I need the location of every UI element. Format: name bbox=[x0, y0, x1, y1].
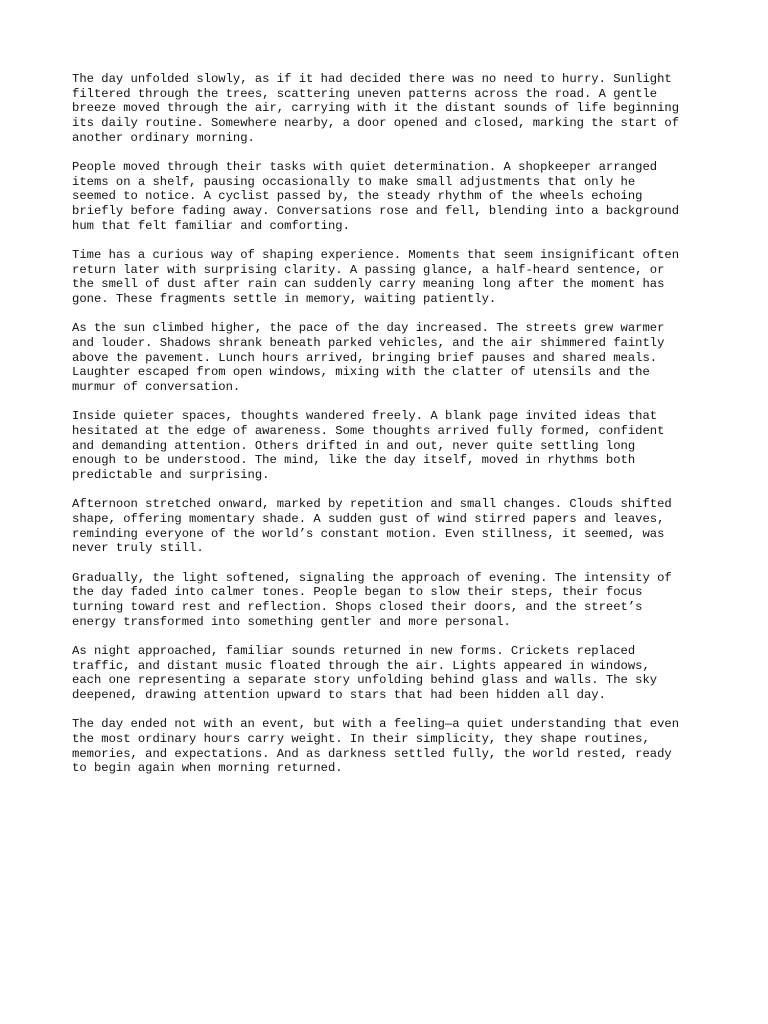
paragraph-2: People moved through their tasks with quiet determination. A shopkeeper arranged items on a shelf, pausing occasionally to make small adjustments that only he seemed to notice. A cyclist passed by, the steady rhythm of the wheels echoing briefly before fading away. Conversations rose and fell, blending into a background hum that felt familiar and comforting. bbox=[72, 160, 680, 233]
document-body bbox=[72, 72, 702, 791]
paragraph-7: Gradually, the light softened, signaling the approach of evening. The intensity of the day faded into calmer tones. People began to slow their steps, their focus turning toward rest and reflection. Shops closed their doors, and the street’s energy transformed into something gentler and more personal. bbox=[72, 570, 672, 629]
paragraph-3: Time has a curious way of shaping experience. Moments that seem insignificant often return later with surprising clarity. A passing glance, a half-heard sentence, or the smell of dust after rain can suddenly carry meaning long after the moment has gone. These fragments settle in memory, waiting patiently. bbox=[72, 248, 680, 307]
paragraph-1: The day unfolded slowly, as if it had decided there was no need to hurry. Sunlight filtered through the trees, scattering uneven patterns across the road. A gentle breeze moved through the air, carrying with it the distant sounds of life beginning its daily routine. Somewhere nearby, a door opened and closed, marking the start of another ordinary morning. bbox=[72, 72, 680, 145]
paragraph-6: Afternoon stretched onward, marked by repetition and small changes. Clouds shifted shape, offering momentary shade. A sudden gust of wind stirred papers and leaves, reminding everyone of the world’s constant motion. Even stillness, it seemed, was never truly still. bbox=[72, 497, 672, 556]
paragraph-9: The day ended not with an event, but with a feeling—a quiet understanding that even the most ordinary hours carry weight. In their simplicity, they shape routines, memories, and expectations. And as darkness settled fully, the world rested, ready to begin again when morning returned. bbox=[72, 717, 680, 776]
paragraph-8: As night approached, familiar sounds returned in new forms. Crickets replaced traffic, and distant music floated through the air. Lights appeared in windows, each one representing a separate story unfolding behind glass and walls. The sky deepened, drawing attention upward to stars that had been hidden all day. bbox=[72, 644, 658, 703]
paragraph-5: Inside quieter spaces, thoughts wandered freely. A blank page invited ideas that hesitated at the edge of awareness. Some thoughts arrived fully formed, confident and demanding attention. Others drifted in and out, never quite settling long enough to be understood. The mind, like the day itself, moved in rhythms both predictable and surprising. bbox=[72, 409, 665, 483]
paragraph-4: As the sun climbed higher, the pace of the day increased. The streets grew warmer and louder. Shadows shrank beneath parked vehicles, and the air shimmered faintly above the pavement. Lunch hours arrived, bringing brief pauses and shared meals. Laughter escaped from open windows, mixing with the clatter of utensils and the murmur of conversation. bbox=[72, 321, 665, 395]
